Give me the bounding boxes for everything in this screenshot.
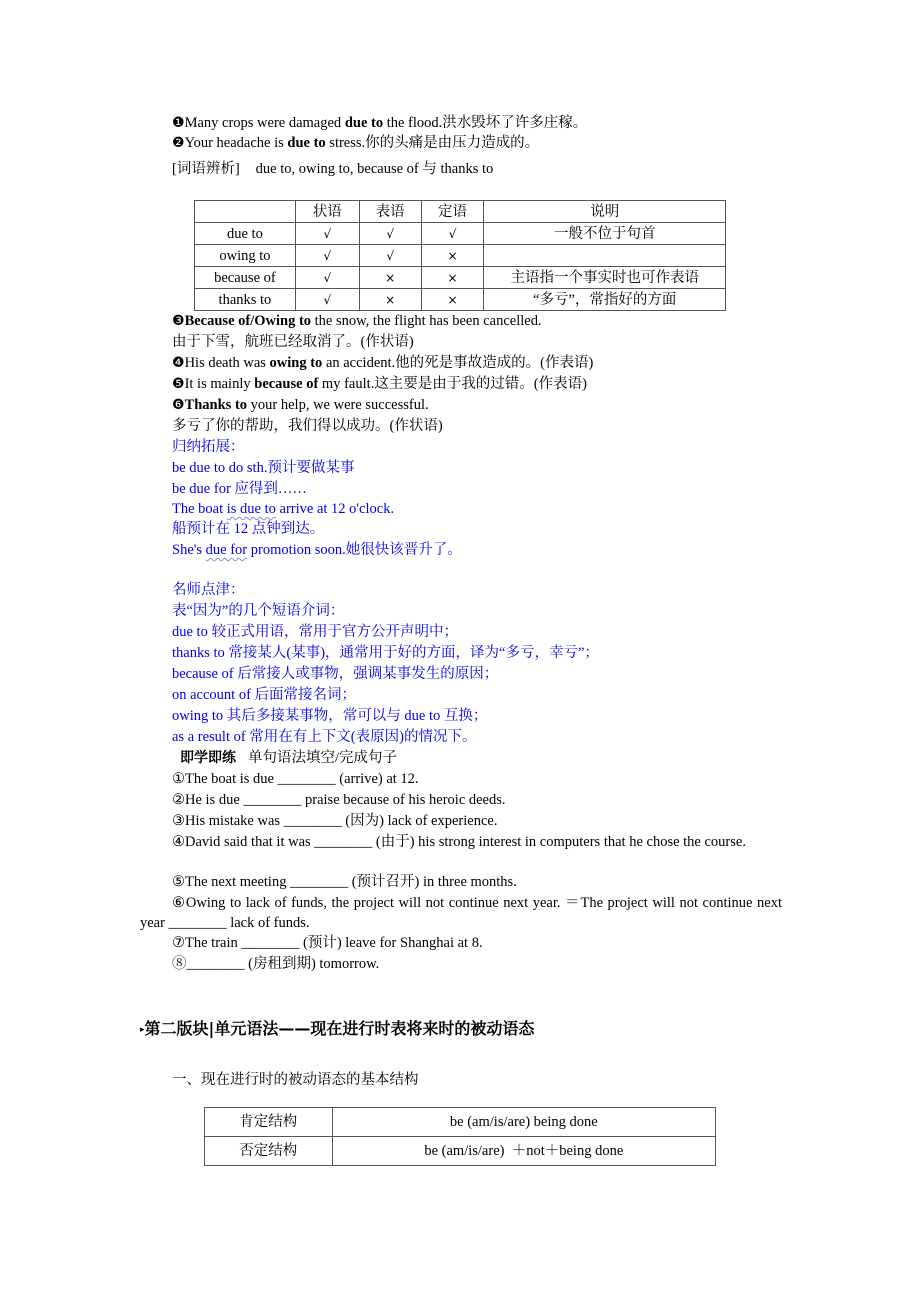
practice-item: ⑤The next meeting ________ (预计召开) in three months. [172,874,517,890]
practice-item: ④David said that it was ________ (由于) his strong interest in computers that he chose the course. [172,834,746,850]
comparison-table [194,200,726,311]
example-4: ❹His death was owing to an accident.他的死是事故造成的。(作表语) [172,355,594,371]
triangle-marker-icon: ▸ [140,1025,145,1035]
tips-line: thanks to 常接某人(某事)，通常用于好的方面，译为“多亏，幸亏”； [172,645,599,661]
section-title: 第二版块|单元语法——现在进行时表将来时的被动语态 [144,1019,535,1038]
practice-item: ①The boat is due ________ (arrive) at 12. [172,771,419,787]
extension-line: 船预计在 12 点钟到达。 [172,521,325,537]
tips-line: as a result of 常用在有上下文(表原因)的情况下。 [172,729,477,745]
practice-heading [180,748,397,768]
circled-number: ❹ [172,355,185,371]
example-2: ❷Your headache is due to stress.你的头痛是由压力造成的。 [172,135,540,151]
tips-title: 名师点津： [172,582,245,598]
table-header-row: 状语 表语 定语 说明 [195,201,726,223]
extension-example: The boat is due to arrive at 12 o'clock. [172,501,395,517]
circled-number: ❷ [172,135,185,151]
structure-value: be (am/is/are) being done [332,1108,715,1137]
section-heading [140,1016,534,1039]
structure-label: 否定结构 [205,1137,333,1166]
example-3-translation: 由于下雪，航班已经取消了。(作状语) [172,334,414,350]
table-row: due to √ √ √ 一般不位于句首 [195,223,726,245]
practice-item: ⑦The train ________ (预计) leave for Shanghai at 8. [172,935,483,951]
structure-table [204,1107,716,1166]
extension-example: She's due for promotion soon.她很快该晋升了。 [172,542,462,558]
example-1: ❶Many crops were damaged due to the flood.洪水毁坏了许多庄稼。 [172,115,588,131]
table-row [205,1108,716,1137]
practice-item: ⑧________ (房租到期) tomorrow. [172,956,380,972]
table-row [205,1137,716,1166]
analysis-label: [词语辨析] [172,161,240,177]
circled-number: ❻ [172,397,185,413]
extension-line: be due for 应得到…… [172,481,307,497]
structure-value: be (am/is/are) ＋not＋being done [332,1137,715,1166]
structure-label: 肯定结构 [205,1108,333,1137]
tips-line: due to 较正式用语，常用于官方公开声明中； [172,624,458,640]
circled-number: ❶ [172,115,185,131]
extension-title: 归纳拓展： [172,439,245,455]
circled-number: ❸ [172,313,185,329]
wavy-underline: due for [205,542,248,558]
table-row: owing to √ √ × [195,245,726,267]
tips-line: 表“因为”的几个短语介词： [172,603,345,619]
practice-title: 即学即练 [180,750,236,766]
word-analysis [172,159,493,179]
tips-line: because of 后常接人或事物，强调某事发生的原因； [172,666,499,682]
circled-number: ❺ [172,376,185,392]
practice-item: ②He is due ________ praise because of his heroic deeds. [172,792,506,808]
example-3: ❸Because of/Owing to the snow, the flight has been cancelled. [172,313,542,329]
example-6: ❻Thanks to your help, we were successful. [172,397,429,413]
analysis-text: due to, owing to, because of 与 thanks to [255,161,494,177]
section-subheading: 一、现在进行时的被动语态的基本结构 [172,1072,419,1088]
tips-line: on account of 后面常接名词； [172,687,357,703]
tips-line: owing to 其后多接某事物，常可以与 due to 互换； [172,708,488,724]
example-5: ❺It is mainly because of my fault.这主要是由于我的过错。(作表语) [172,376,587,392]
extension-line: be due to do sth.预计要做某事 [172,460,355,476]
wavy-underline: is due to [226,501,276,517]
practice-item: ③His mistake was ________ (因为) lack of experience. [172,813,498,829]
example-6-translation: 多亏了你的帮助，我们得以成功。(作状语) [172,418,443,434]
table-row: because of √ × × 主语指一个事实时也可作表语 [195,267,726,289]
practice-item: ⑥Owing to lack of funds, the project will not continue next year. ＝The project will not continue next year ________ lack of funds. [140,895,782,931]
table-row: thanks to √ × × “多亏”，常指好的方面 [195,289,726,311]
practice-subtitle: 单句语法填空/完成句子 [248,750,398,766]
